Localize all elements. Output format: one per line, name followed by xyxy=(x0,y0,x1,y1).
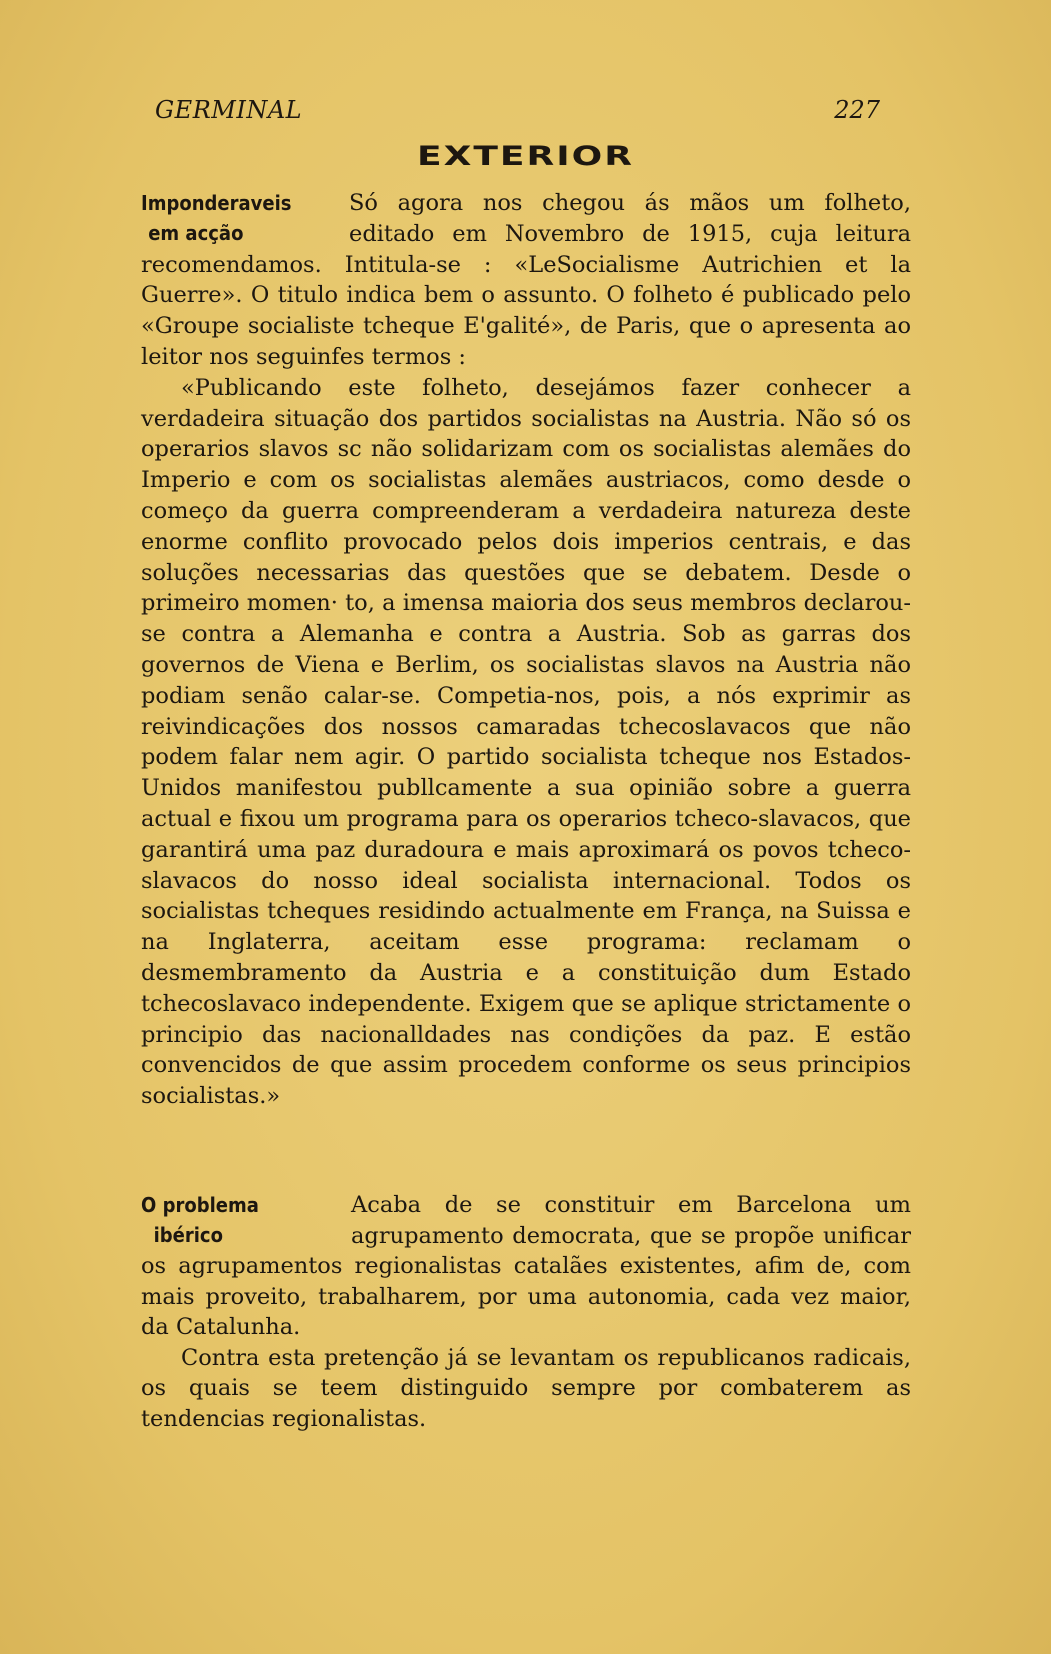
side-heading xyxy=(141,1190,321,1250)
page-number: 227 xyxy=(834,96,880,124)
paragraph: Só agora nos chegou ás mãos um folheto, editado em Novembro de 1915, cuja leitura recomendamos. Intitula-se : «LeSocialisme Autrichien et la Guerre». O titulo indica bem o assunto. O folheto é publicado pelo «Groupe socialiste tcheque E'galité», de Paris, que o apresenta ao leitor nos seguinfes termos : xyxy=(141,190,911,370)
running-header xyxy=(155,96,880,124)
side-heading xyxy=(141,188,319,248)
section-heading: EXTERIOR xyxy=(417,141,634,172)
article-problema-iberico xyxy=(141,1190,911,1434)
side-heading-line: O problema xyxy=(141,1193,259,1217)
side-heading-line: Imponderaveis xyxy=(141,191,292,215)
paragraph: Contra esta pretenção já se levantam os republicanos radicais, os quais se teem distinguido sempre por combaterem as tendencias regionalistas. xyxy=(141,1344,911,1432)
paragraph: «Publicando este folheto, desejámos fazer conhecer a verdadeira situação dos partidos socialistas na Austria. Não só os operarios slavos sc não solidarizam com os socialistas alemães do Imperio e com os socialistas alemães austriacos, como desde o começo da guerra compreenderam a verdadeira natureza deste enorme conflito provocado pelos dois imperios centrais, e das soluções necessarias das questões que se debatem. Desde o primeiro momen· to, a imensa maioria dos seus membros declarou-se contra a Alemanha e contra a Austria. Sob as garras dos governos de Viena e Berlim, os socialistas slavos na Austria não podiam senão calar-se. Competia-nos, pois, a nós exprimir as reivindicações dos nossos camaradas tchecoslavacos que não podem falar nem agir. O partido socialista tcheque nos Estados-Unidos manifestou publlcamente a sua opinião sobre a guerra actual e fixou um programa para os operarios tcheco-slavacos, que garantirá uma paz duradoura e mais aproximará os povos tcheco-slavacos do nosso ideal socialista internacional. Todos os socialistas tcheques residindo actualmente em França, na Suissa e na Inglaterra, aceitam esse programa: reclamam o desmembramento da Austria e a constituição dum Estado tchecoslavaco independente. Exigem que se aplique strictamente o principio das nacionalldades nas condições da paz. E estão convencidos de que assim procedem conforme os seus principios socialistas.» xyxy=(141,374,911,1110)
side-heading-line: em acção xyxy=(148,221,244,245)
article-imponderaveis xyxy=(141,188,911,1112)
running-title: GERMINAL xyxy=(155,96,303,124)
side-heading-line: ibérico xyxy=(153,1223,223,1247)
paragraph: Acaba de se constituir em Barcelona um agrupamento democrata, que se propõe unificar os agrupamentos regionalistas catalães existentes, afim de, com mais proveito, trabalharem, por uma autonomia, cada vez maior, da Catalunha. xyxy=(141,1192,911,1340)
